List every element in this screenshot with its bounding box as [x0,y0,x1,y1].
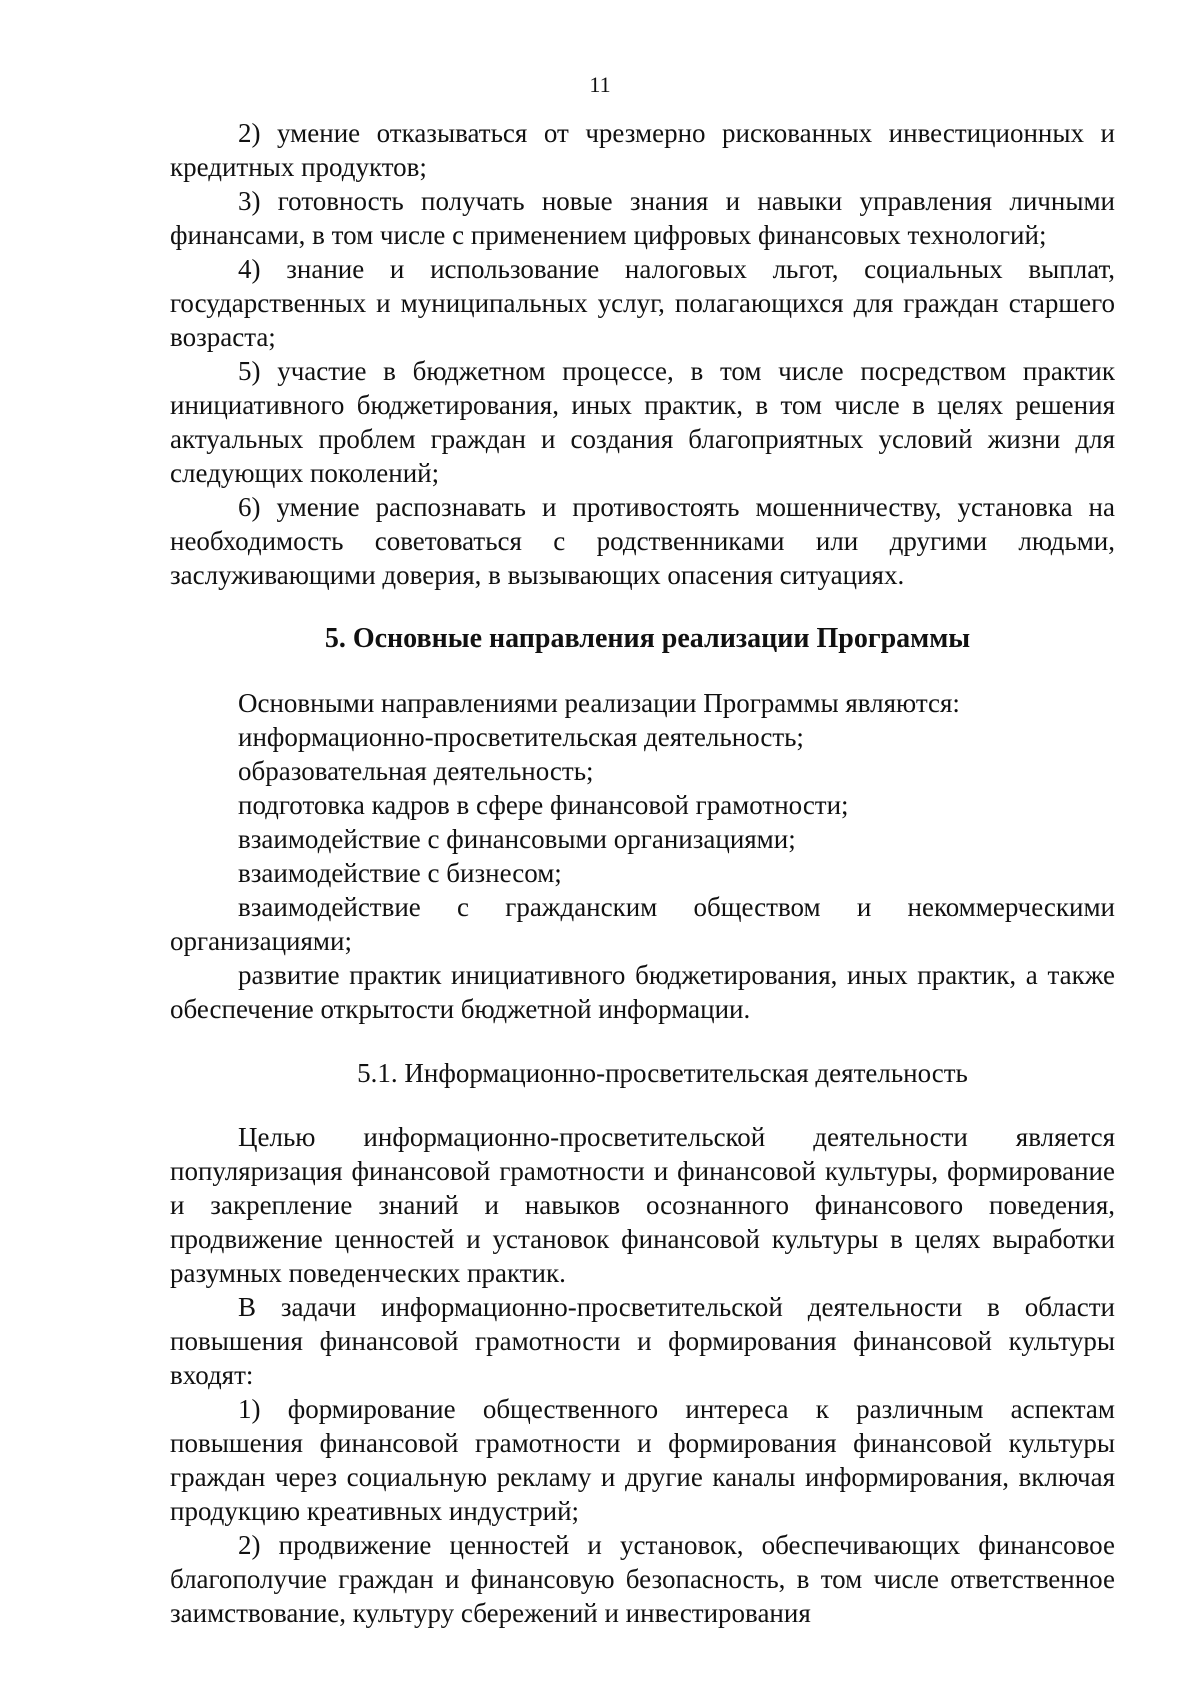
direction-item: развитие практик инициативного бюджетирования, иных практик, а также обеспечение открытости бюджетной информации. [170,960,1115,1024]
list-item-2-promotion: 2) продвижение ценностей и установок, обеспечивающих финансовое благополучие граждан и финансовую безопасность, в том числе ответственное заимствование, культуру сбережений и инвестирования [170,1530,1115,1628]
direction-item: образовательная деятельность; [238,756,594,786]
direction-item: подготовка кадров в сфере финансовой грамотности; [238,790,849,820]
directions-intro: Основными направлениями реализации Программы являются: [238,688,960,718]
list-item-6: 6) умение распознавать и противостоять мошенничеству, установка на необходимость советоваться с родственниками или другими людьми, заслуживающими доверия, в вызывающих опасения ситуациях. [170,492,1115,590]
list-item-1: 1) формирование общественного интереса к различным аспектам повышения финансовой грамотности и формирования финансовой культуры граждан через социальную рекламу и другие каналы информирования, включая продукцию креативных индустрий; [170,1394,1115,1526]
direction-item: взаимодействие с бизнесом; [238,858,562,888]
direction-item: взаимодействие с гражданским обществом и некоммерческими организациями; [170,892,1115,956]
page-number: 11 [589,72,611,97]
section-5-1-heading: 5.1. Информационно-просветительская деятельность [357,1058,968,1088]
list-item-5: 5) участие в бюджетном процессе, в том числе посредством практик инициативного бюджетирования, иных практик, в том числе в целях решения актуальных проблем граждан и создания благоприятных условий жизни для следующих поколений; [170,356,1115,488]
list-item-2: 2) умение отказываться от чрезмерно рискованных инвестиционных и кредитных продуктов; [170,118,1115,182]
list-item-3: 3) готовность получать новые знания и навыки управления личными финансами, в том числе с применением цифровых финансовых технологий; [170,186,1115,250]
direction-item: взаимодействие с финансовыми организациями; [238,824,796,854]
page-content [170,116,1115,1630]
direction-item: информационно-просветительская деятельность; [238,722,804,752]
paragraph: В задачи информационно-просветительской деятельности в области повышения финансовой грамотности и формирования финансовой культуры входят: [170,1292,1115,1390]
section-5-heading: 5. Основные направления реализации Программы [324,623,971,654]
list-item-4: 4) знание и использование налоговых льгот, социальных выплат, государственных и муниципальных услуг, полагающихся для граждан старшего возраста; [170,254,1115,352]
paragraph: Целью информационно-просветительской деятельности является популяризация финансовой грамотности и финансовой культуры, формирование и закрепление знаний и навыков осознанного финансового поведения, продвижение ценностей и установок финансовой культуры в целях выработки разумных поведенческих практик. [170,1122,1115,1288]
